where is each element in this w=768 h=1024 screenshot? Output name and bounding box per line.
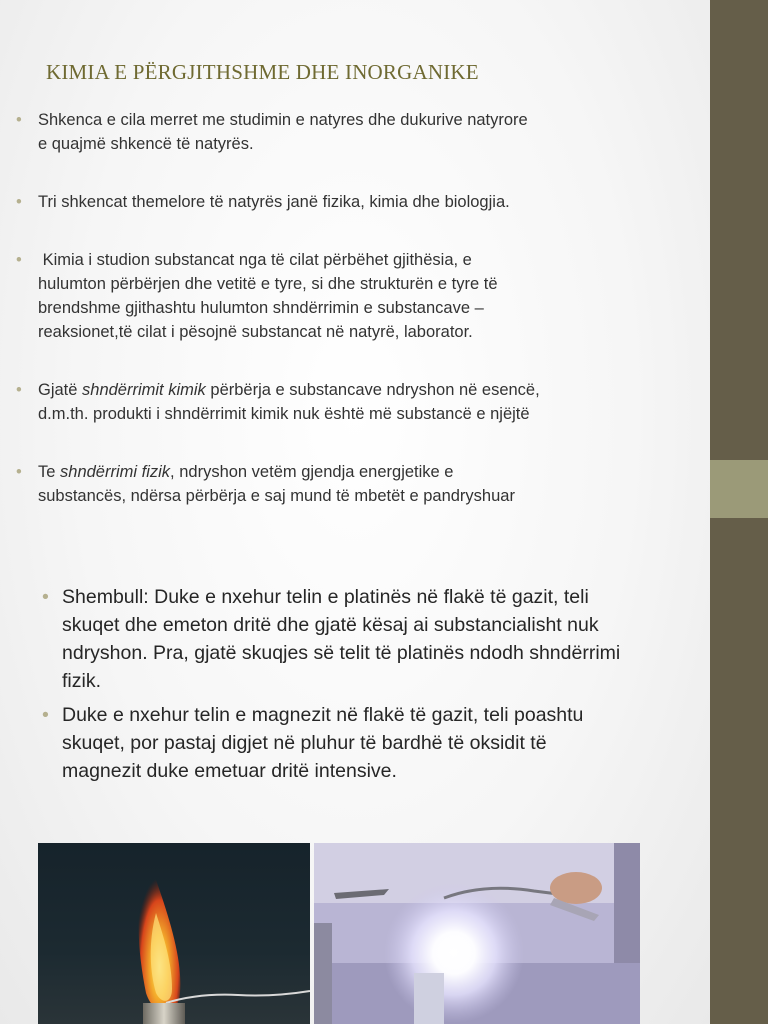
sidebar-accent-block [710, 460, 768, 518]
bullet-text-line: Shkenca e cila merret me studimin e natyres dhe dukurive natyrore [38, 111, 528, 129]
bullet-text-line: fizik. [62, 670, 101, 692]
text-run: , ndryshon vetëm gjendja energjetike e [170, 463, 454, 481]
list-item [16, 190, 676, 214]
bullet-text-line: reaksionet,të cilat i pësojnë substancat në natyrë, laborator. [38, 323, 473, 341]
list-item [42, 583, 682, 695]
bullet-text-line: magnezit duke emetuar dritë intensive. [62, 760, 397, 782]
bullet-icon: • [42, 586, 49, 608]
bullet-text-line: Duke e nxehur telin e magnezit në flakë të gazit, teli poashtu [62, 704, 584, 726]
list-item [42, 701, 682, 785]
bullet-text-line: Kimia i studion substancat nga të cilat përbëhet gjithësia, e [38, 251, 472, 269]
text-run: përbërja e substancave ndryshon në esencë, [205, 381, 540, 399]
magnesium-illustration [314, 843, 640, 1024]
bullet-icon: • [16, 111, 22, 129]
bullet-icon: • [42, 704, 49, 726]
bullet-text-line: ndryshon. Pra, gjatë skuqjes së telit të platinës ndodh shndërrimi [62, 642, 621, 664]
primary-bullet-list [16, 108, 676, 508]
bullet-text-line: brendshme gjithashtu hulumton shndërrimin e substancave – [38, 299, 484, 317]
bullet-icon: • [16, 193, 22, 211]
bullet-text-line: skuqet dhe emeton dritë dhe gjatë kësaj ai substancialisht nuk [62, 614, 599, 636]
bullet-text-line: Shembull: Duke e nxehur telin e platinës në flakë të gazit, teli [62, 586, 589, 608]
flame-illustration [38, 843, 310, 1024]
list-item [16, 248, 676, 344]
list-item [16, 108, 676, 156]
list-item [16, 460, 676, 508]
secondary-bullet-list [42, 583, 682, 785]
text-run: Te [38, 463, 61, 481]
bullet-text-line: substancës, ndërsa përbërja e saj mund të mbetët e pandryshuar [38, 487, 515, 505]
bullet-text-line: hulumton përbërjen dhe vetitë e tyre, si dhe strukturën e tyre të [38, 275, 498, 293]
text-run: Gjatë [38, 381, 83, 399]
bullet-icon: • [16, 381, 22, 399]
bullet-icon: • [16, 251, 22, 269]
magnesium-photo [314, 843, 640, 1024]
bullet-text-line [38, 460, 676, 484]
bullet-text-line: Tri shkencat themelore të natyrës janë fizika, kimia dhe biologjia. [38, 193, 510, 211]
bullet-text-line: e quajmë shkencë të natyrës. [38, 135, 254, 153]
bullet-icon: • [16, 463, 22, 481]
bullet-text-line [38, 378, 676, 402]
italic-term: shndërrimit kimik [82, 381, 206, 399]
bullet-text-line: skuqet, por pastaj digjet në pluhur të bardhë të oksidit të [62, 732, 547, 754]
bullet-text-line: d.m.th. produkti i shndërrimit kimik nuk është më substancë e njëjtë [38, 405, 530, 423]
flame-photo [38, 843, 310, 1024]
list-item [16, 378, 676, 426]
italic-term: shndërrimi fizik [60, 463, 171, 481]
slide-title: KIMIA E PËRGJITHSHME DHE INORGANIKE [46, 60, 479, 84]
